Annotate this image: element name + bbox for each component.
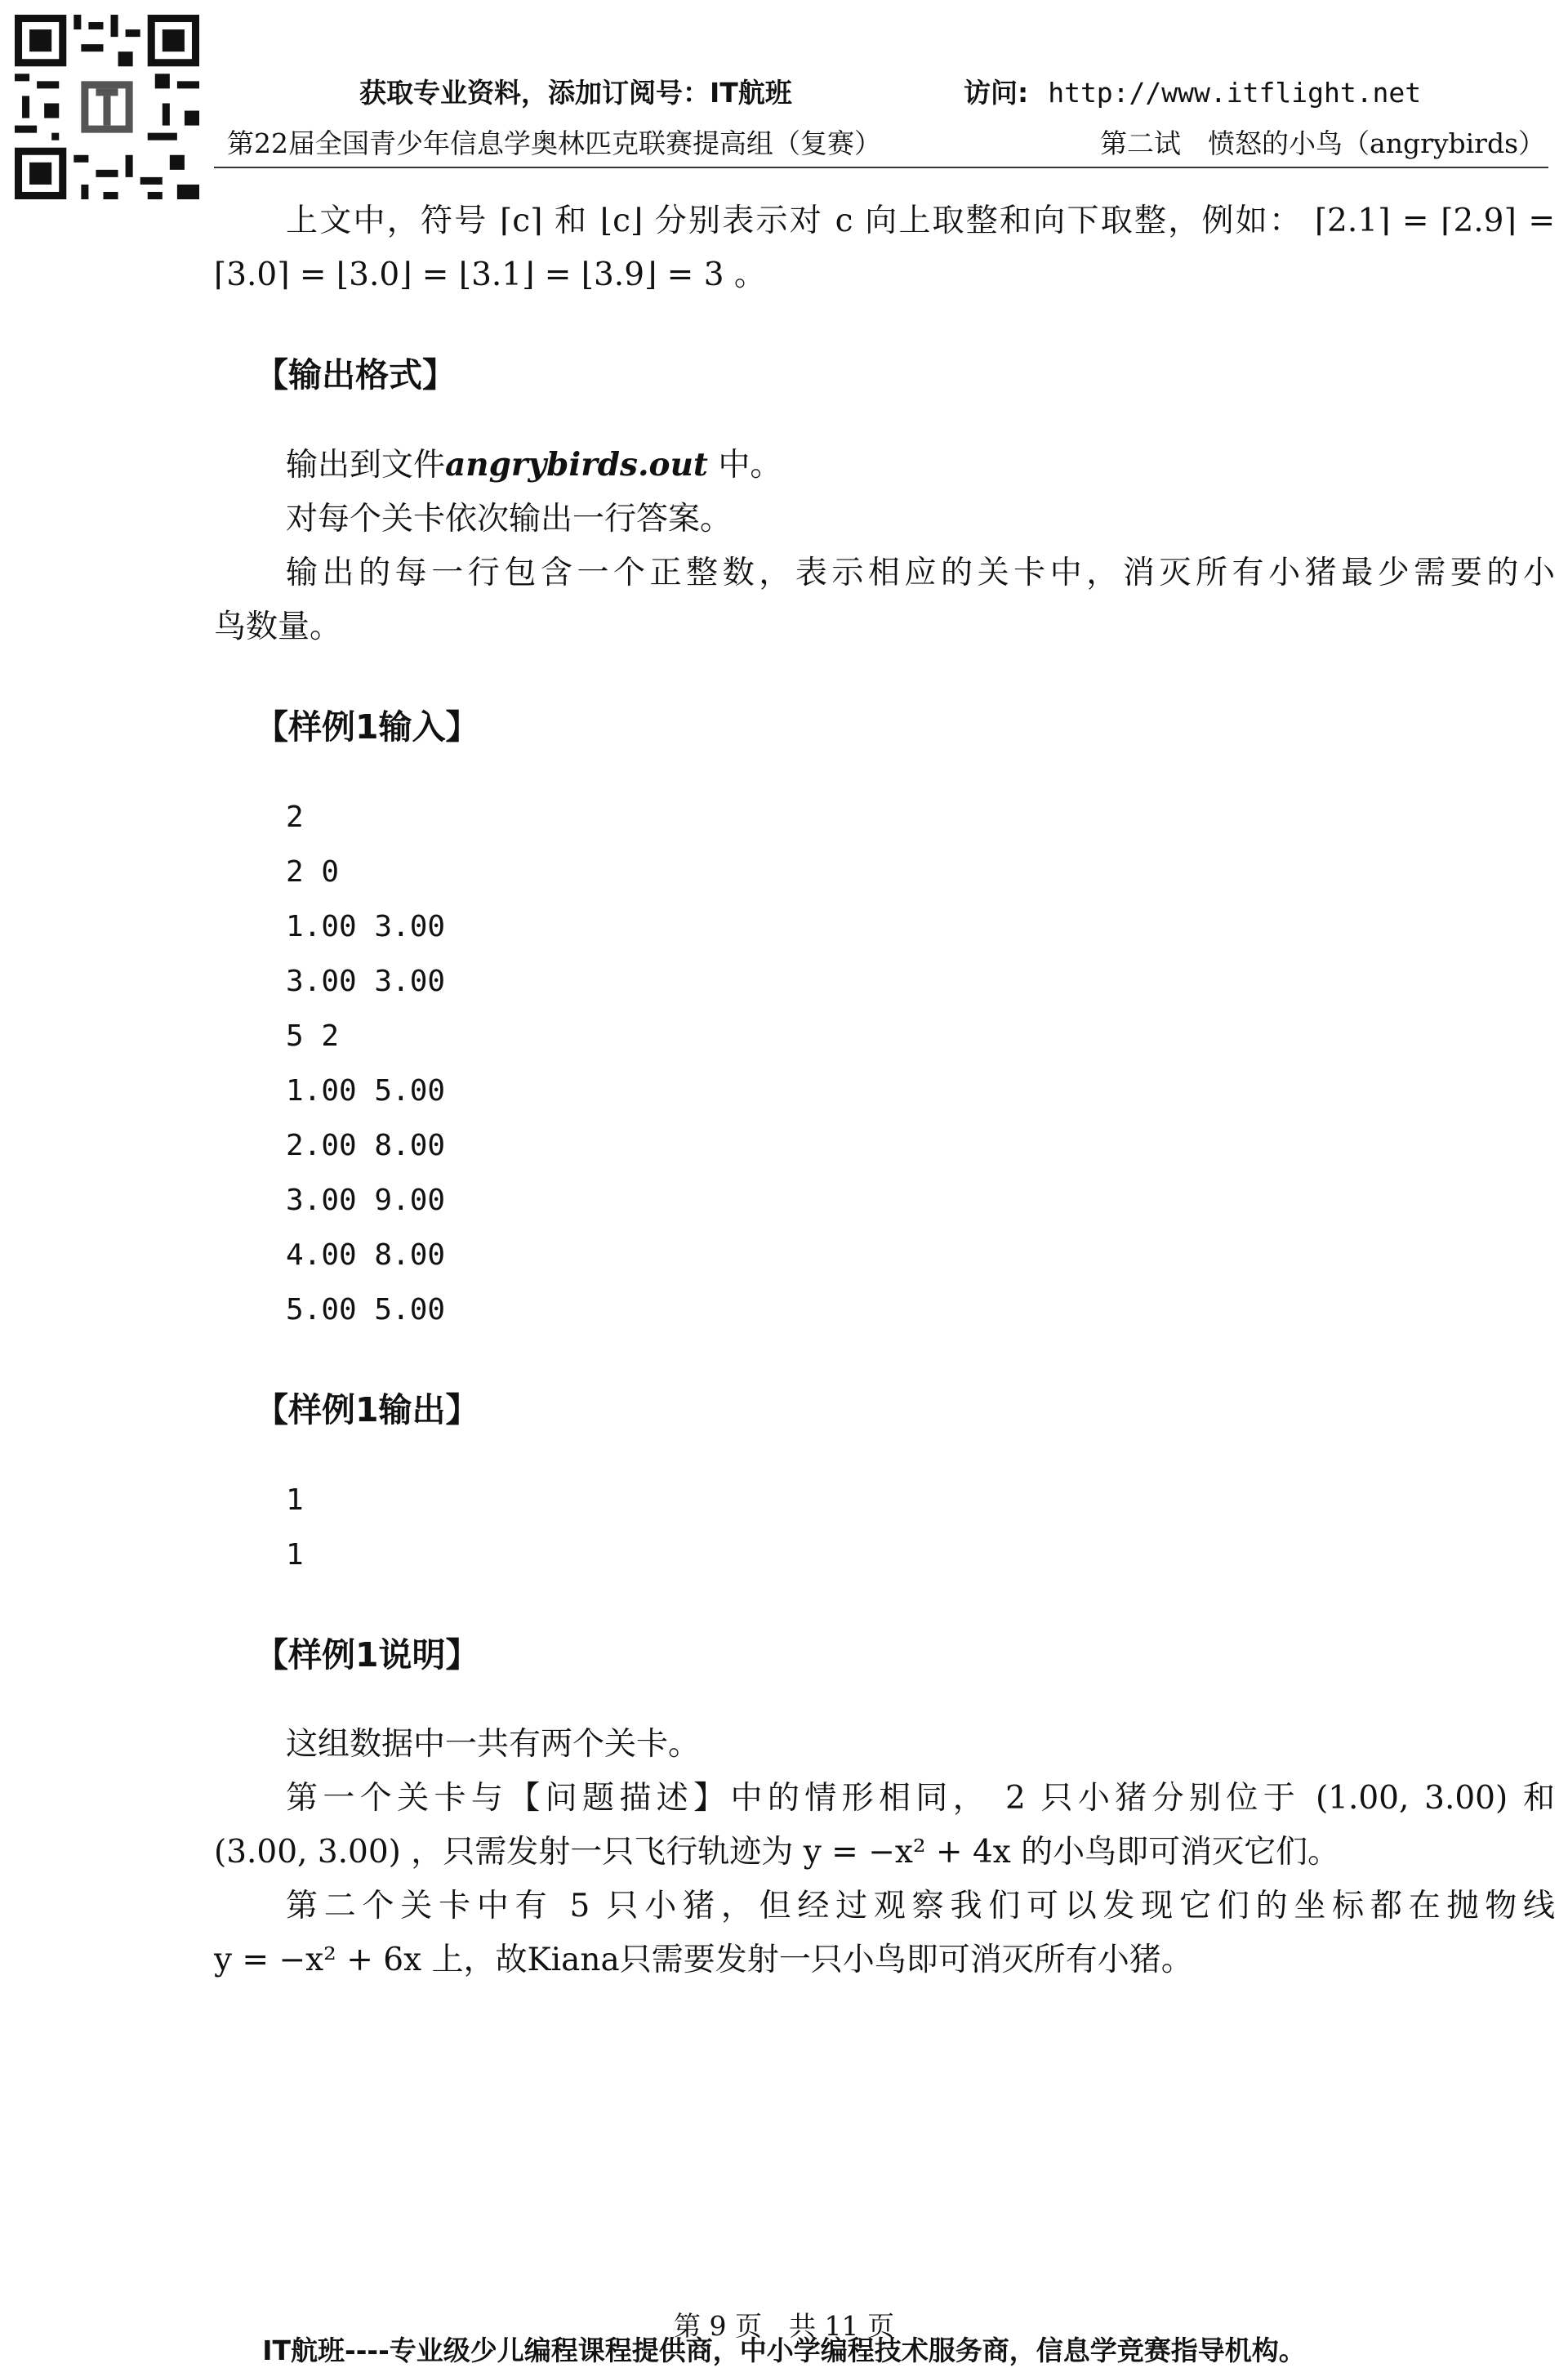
visit-url-link[interactable]: http://www.itflight.net xyxy=(1048,77,1422,109)
output-format-line-1: 输出到文件angrybirds.out 中。 xyxy=(286,446,782,484)
footer-ad: IT航班----专业级少儿编程课程提供商，中小学编程技术服务商，信息学竞赛指导机构。 xyxy=(262,2335,1306,2366)
sample-input-line: 5 2 xyxy=(286,1019,340,1053)
sample-output-heading: 【样例1输出】 xyxy=(255,1390,479,1429)
explanation-heading: 【样例1说明】 xyxy=(255,1635,479,1675)
sample-output-line: 1 xyxy=(286,1538,304,1572)
sample-input-heading: 【样例1输入】 xyxy=(255,707,479,747)
output-format-line-4: 鸟数量。 xyxy=(214,609,342,645)
sample-input-line: 3.00 3.00 xyxy=(286,965,446,998)
sample-input-line: 1.00 3.00 xyxy=(286,910,446,943)
header-rule xyxy=(214,167,1548,168)
sample-input-line: 4.00 8.00 xyxy=(286,1238,446,1272)
sample-input-line: 3.00 9.00 xyxy=(286,1184,446,1217)
output-format-line-2: 对每个关卡依次输出一行答案。 xyxy=(286,501,733,537)
sample-output-line: 1 xyxy=(286,1483,304,1517)
visit-info xyxy=(964,72,1421,110)
output-format-heading: 【输出格式】 xyxy=(255,355,456,395)
sample-input-line: 2 0 xyxy=(286,855,340,889)
explanation-line-1: 这组数据中一共有两个关卡。 xyxy=(286,1726,701,1763)
sample-input-line: 5.00 5.00 xyxy=(286,1293,446,1327)
intro-line-2: ⌈3.0⌉ = ⌊3.0⌋ = ⌊3.1⌋ = ⌊3.9⌋ = 3 。 xyxy=(214,256,766,293)
page-number: 第 9 页 共 11 页 xyxy=(674,2310,894,2342)
sample-input-line: 1.00 5.00 xyxy=(286,1074,446,1108)
contest-title: 第22届全国青少年信息学奥林匹克联赛提高组（复赛） xyxy=(227,127,881,159)
promo-text: 获取专业资料，添加订阅号：IT航班 xyxy=(359,77,792,109)
output-format-line-3: 输出的每一行包含一个正整数，表示相应的关卡中，消灭所有小猪最少需要的小 xyxy=(286,555,1555,591)
explanation-line-4: 第二个关卡中有 5 只小猪，但经过观察我们可以发现它们的坐标都在抛物线 xyxy=(286,1888,1555,1924)
output-filename: angrybirds.out xyxy=(445,446,708,484)
qr-code-image xyxy=(15,15,199,199)
page-content xyxy=(214,194,1555,1987)
problem-title: 第二试 愤怒的小鸟（angrybirds） xyxy=(1100,127,1545,159)
sample-input-line: 2.00 8.00 xyxy=(286,1129,446,1162)
sample-input-line: 2 xyxy=(286,800,304,834)
explanation-line-3: (3.00, 3.00) ，只需发射一只飞行轨迹为 y = −x² + 4x 的小鸟即可消灭它们。 xyxy=(214,1834,1340,1871)
intro-line-1: 上文中，符号 ⌈c⌉ 和 ⌊c⌋ 分别表示对 c 向上取整和向下取整，例如： ⌈2.1⌉ = ⌈2.9⌉ = xyxy=(286,203,1555,239)
explanation-line-2: 第一个关卡与【问题描述】中的情形相同， 2 只小猪分别位于 (1.00, 3.00) 和 xyxy=(286,1780,1555,1817)
visit-label: 访问: xyxy=(964,77,1029,109)
explanation-line-5: y = −x² + 6x 上，故Kiana只需要发射一只小鸟即可消灭所有小猪。 xyxy=(214,1942,1193,1978)
